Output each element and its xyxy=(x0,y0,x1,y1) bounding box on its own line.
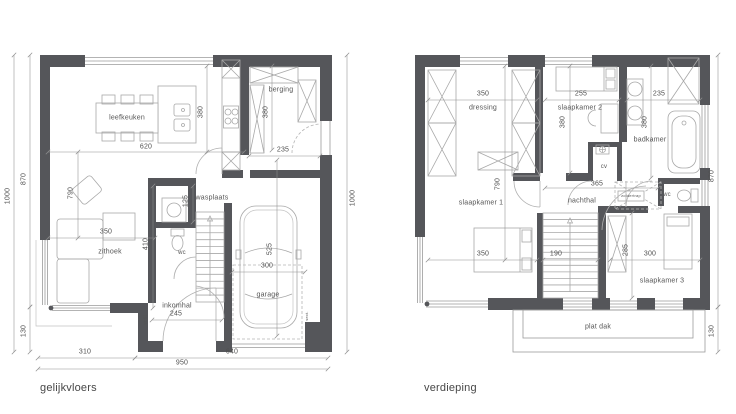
room-label-garage: garage xyxy=(256,291,280,299)
room-label-vest: vest. xyxy=(142,313,149,325)
dimension-125: 125 xyxy=(182,194,190,208)
dimension-380: 380 xyxy=(197,105,205,119)
dimension-790: 790 xyxy=(67,186,75,200)
room-label-zithoek: zithoek xyxy=(98,248,122,256)
dimension-640: 640 xyxy=(225,348,239,356)
dimension-190: 190 xyxy=(549,250,563,258)
dimension-1000: 1000 xyxy=(349,189,357,207)
dimension-285: 285 xyxy=(622,243,630,257)
dimension-130: 130 xyxy=(20,324,28,338)
plan-caption-gelijkvloers: gelijkvloers xyxy=(40,382,97,394)
room-label-slaapkamer-1: slaapkamer 1 xyxy=(458,199,504,207)
room-label-nachthal: nachthal xyxy=(567,197,597,205)
dimension-525: 525 xyxy=(266,242,274,256)
dimension-380: 380 xyxy=(559,115,567,129)
dimension-410: 410 xyxy=(142,237,150,251)
room-label-slaapkamer-2: slaapkamer 2 xyxy=(557,104,603,112)
room-label-inkomhal: inkomhal xyxy=(162,302,192,310)
dimension-235: 235 xyxy=(652,90,666,98)
dimension-300: 300 xyxy=(643,250,657,258)
room-label-cv: cv xyxy=(600,164,608,170)
dimension-365: 365 xyxy=(590,180,604,188)
dimension-300: 300 xyxy=(260,262,274,270)
dimension-950: 950 xyxy=(175,359,189,367)
room-label-wasplaats: wasplaats xyxy=(195,194,229,202)
plan-caption-verdieping: verdieping xyxy=(424,382,477,394)
room-label-wc: wc xyxy=(663,192,671,198)
dimension-350: 350 xyxy=(99,228,113,236)
upper-floor-doors xyxy=(514,181,652,230)
dimension-310: 310 xyxy=(78,348,92,356)
ground-floor-windows xyxy=(36,58,330,348)
dimension-380: 380 xyxy=(262,105,270,119)
dimension-255: 255 xyxy=(574,90,588,98)
stairs-upper xyxy=(543,213,598,298)
room-label-wc: wc xyxy=(178,250,186,256)
room-label-berging: berging xyxy=(268,86,294,94)
dimension-870: 870 xyxy=(708,169,716,183)
room-label-leefkeuken: leefkeuken xyxy=(109,114,145,122)
room-label-slaapkamer-3: slaapkamer 3 xyxy=(639,277,685,285)
dimension-245: 245 xyxy=(169,310,183,318)
room-label-plat-dak: plat dak xyxy=(584,323,612,331)
dimension-380: 380 xyxy=(641,115,649,129)
room-label-badkamer: badkamer xyxy=(633,136,667,144)
dimension-620: 620 xyxy=(139,143,153,151)
dimension-790: 790 xyxy=(494,177,502,191)
dimension-350: 350 xyxy=(476,250,490,258)
dimension-870: 870 xyxy=(20,172,28,186)
dimension-350: 350 xyxy=(476,90,490,98)
room-label-zoldertrap: zoldertrap xyxy=(621,193,641,198)
room-label-sect: sect. xyxy=(304,311,309,321)
dimension-235: 235 xyxy=(276,146,290,154)
dimension-1000: 1000 xyxy=(4,187,12,205)
room-label-dressing: dressing xyxy=(468,104,498,112)
dimension-130: 130 xyxy=(708,324,716,338)
